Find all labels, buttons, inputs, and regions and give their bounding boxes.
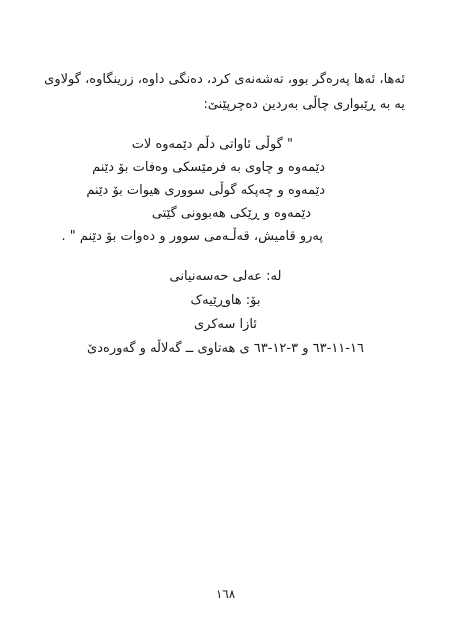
poem-verse-2: دێمەوە و چاوی بە فرمێسکی وەفات بۆ دێنم bbox=[92, 160, 325, 175]
poem-verse-3-wrap bbox=[86, 179, 325, 199]
date-line-wrap bbox=[0, 337, 451, 357]
poem-verse-5-wrap bbox=[62, 225, 324, 245]
poem-verse-2-wrap bbox=[92, 156, 325, 176]
intro-line-2: یە بە ڕێبواری چاڵی بەردین دەچرپێنێ: bbox=[203, 97, 405, 112]
poem-verse-1-wrap bbox=[132, 133, 293, 153]
poem-verse-1: " گوڵی ئاواتی دڵم دێمەوە لات bbox=[131, 137, 293, 152]
poem-verse-4: دێمەوە و ڕێکی هەبوونی گێتی bbox=[151, 206, 311, 221]
poem-verse-5: پەرو قامیش، قەڵـەمی سوور و دەوات بۆ دێنم " . bbox=[61, 229, 323, 244]
page-number: ١٦٨ bbox=[215, 587, 236, 601]
author-line-wrap bbox=[0, 265, 451, 285]
intro-line-1: ئەها، ئەها پەرەگر بوو، تەشەنەی کرد، دەنگی داوە، زرینگاوە، گولاوی bbox=[44, 72, 405, 87]
dedication-line: بۆ: هاوڕێیەک bbox=[190, 293, 261, 308]
recipient-line-wrap bbox=[0, 313, 451, 333]
recipient-line: ئازا سەکری bbox=[193, 317, 257, 332]
dedication-line-wrap bbox=[0, 289, 451, 309]
poem-verse-4-wrap bbox=[152, 202, 311, 222]
author-line: لە: عەلی حەسەنیانی bbox=[169, 269, 282, 284]
date-line: ١٦-١١-٦٣ و ٣-١٢-٦٣ ی هەتاوی ــ گەلاڵە و گەورەدێ bbox=[87, 341, 364, 356]
poem-verse-3: دێمەوە و چەپکە گوڵی سووری هیوات بۆ دێنم bbox=[86, 183, 325, 198]
